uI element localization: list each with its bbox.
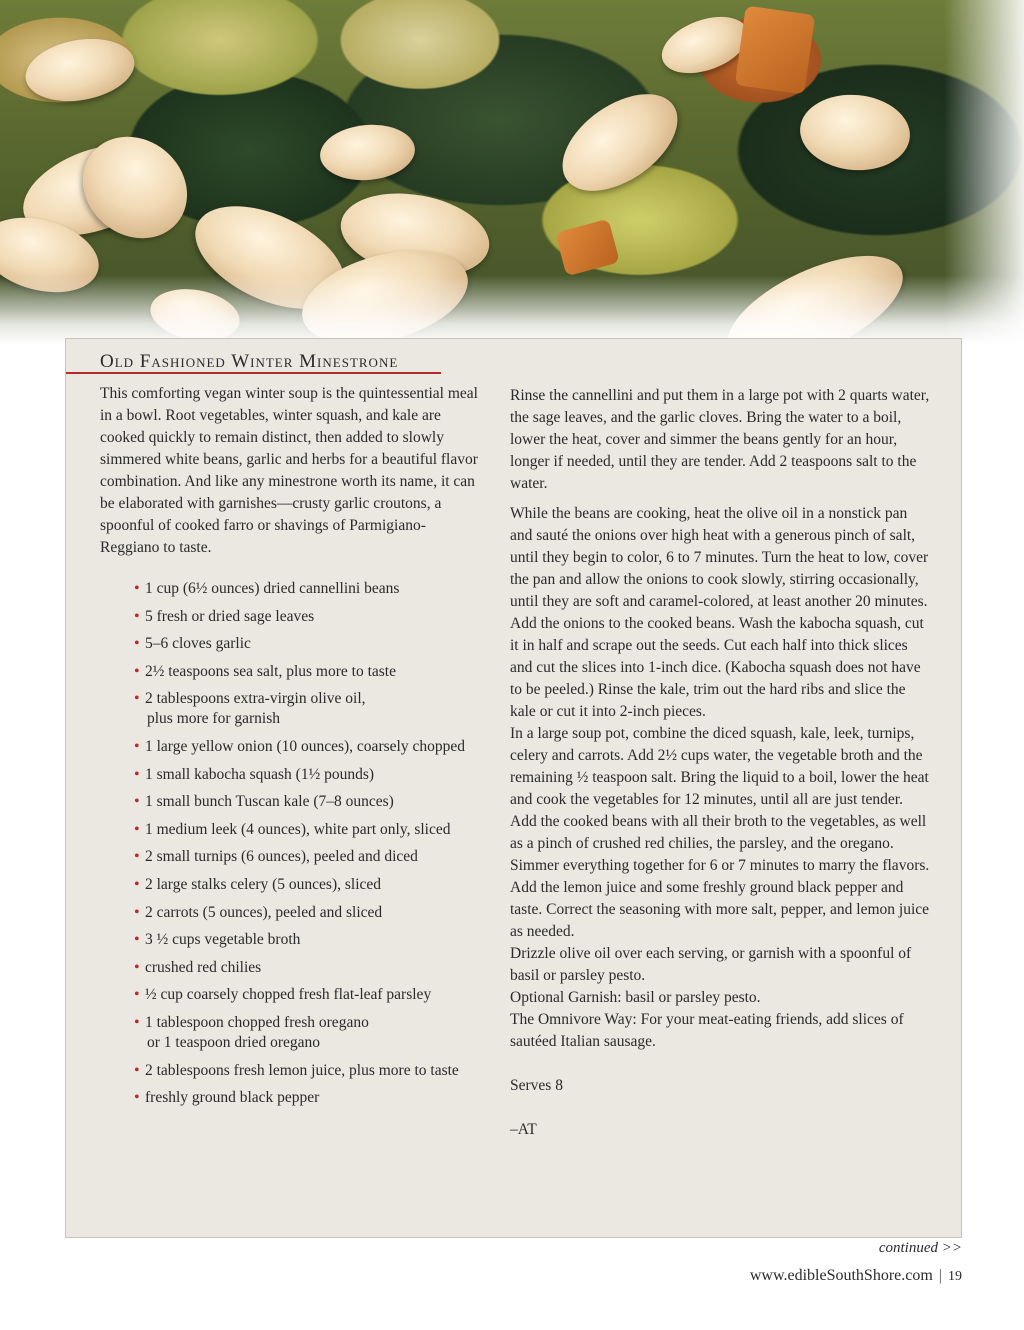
bullet-icon: • <box>134 848 140 866</box>
instructions-column <box>510 385 930 1141</box>
ingredient-item <box>134 765 480 785</box>
bullet-icon: • <box>134 903 140 921</box>
ingredient-text: or 1 teaspoon dried oregano <box>147 1033 321 1051</box>
ingredient-text: 1 medium leek (4 ounces), white part only, sliced <box>145 820 451 838</box>
ingredient-list <box>134 579 480 1108</box>
bullet-icon: • <box>134 793 140 811</box>
ingredient-text: crushed red chilies <box>145 958 262 976</box>
bullet-icon: • <box>134 1013 140 1031</box>
ingredient-text: plus more for garnish <box>147 710 281 728</box>
ingredient-item <box>134 689 480 729</box>
title-underline <box>66 372 441 374</box>
author-signature: –AT <box>510 1121 537 1138</box>
bullet-icon: • <box>134 737 140 755</box>
ingredient-text: 1 cup (6½ ounces) dried cannellini beans <box>145 580 400 597</box>
ingredient-text: 1 large yellow onion (10 ounces), coarsely chopped <box>145 737 465 755</box>
footer-separator: | <box>938 1267 942 1284</box>
ingredient-item <box>134 930 480 950</box>
ingredient-text: 2 carrots (5 ounces), peeled and sliced <box>145 903 383 921</box>
instruction-paragraph: Rinse the cannellini and put them in a large pot with 2 quarts water, the sage leaves, and the garlic cloves. Bring the water to a boil, lower the heat, cover and simmer the beans gently for an hour, longer if needed, until they are tender. Add 2 teaspoons salt to the water. <box>510 387 930 492</box>
ingredient-item <box>134 1013 480 1053</box>
bullet-icon: • <box>134 662 140 680</box>
ingredient-text: freshly ground black pepper <box>145 1089 320 1107</box>
instruction-paragraph: Add the cooked beans with all their broth to the vegetables, as well as a pinch of crushed red chilies, the parsley, and the oregano. Simmer everything together for 6 or 7 minutes to marry the flavors. <box>510 813 930 874</box>
recipe-intro: This comforting vegan winter soup is the quintessential meal in a bowl. Root vegetables, winter squash, and kale are cooked quickly to remain distinct, then added to slowly simmered white beans, garlic and herbs for a beautiful flavor combination. And like any minestrone worth its name, it can be elaborated with garnishes—crusty garlic croutons, a spoonful of cooked farro or shavings of Parmigiano-Reggiano to taste. <box>100 385 478 556</box>
bullet-icon: • <box>134 1089 140 1107</box>
ingredient-item <box>134 579 480 599</box>
page-number: 19 <box>948 1269 962 1284</box>
bullet-icon: • <box>134 875 140 893</box>
ingredient-text: 5–6 cloves garlic <box>145 635 251 653</box>
ingredient-text: 2 tablespoons extra-virgin olive oil, <box>145 690 366 708</box>
bullet-icon: • <box>134 580 140 597</box>
ingredient-text: 2 small turnips (6 ounces), peeled and diced <box>145 848 418 866</box>
ingredient-item <box>134 737 480 757</box>
recipe-panel <box>65 338 962 1238</box>
ingredient-item <box>134 634 480 654</box>
website-link[interactable]: www.edibleSouthShore.com <box>749 1267 933 1284</box>
instruction-paragraph: Optional Garnish: basil or parsley pesto. <box>510 989 761 1006</box>
ingredient-item <box>134 662 480 682</box>
serves-label: Serves 8 <box>510 1077 563 1094</box>
page-footer <box>750 1267 962 1285</box>
ingredient-text: 1 small kabocha squash (1½ pounds) <box>145 765 375 783</box>
bullet-icon: • <box>134 765 140 783</box>
ingredient-item <box>134 1088 480 1108</box>
bullet-icon: • <box>134 931 140 949</box>
ingredient-item <box>134 958 480 978</box>
ingredient-text: 1 small bunch Tuscan kale (7–8 ounces) <box>145 793 394 811</box>
recipe-title: Old Fashioned Winter Minestrone <box>100 351 399 372</box>
continued-label: continued >> <box>878 1240 962 1256</box>
ingredient-text: 5 fresh or dried sage leaves <box>145 607 315 625</box>
ingredient-item <box>134 1061 480 1081</box>
ingredient-item <box>134 875 480 895</box>
bullet-icon: • <box>134 958 140 976</box>
ingredient-text: ½ cup coarsely chopped fresh flat-leaf parsley <box>145 986 432 1004</box>
ingredient-item <box>134 820 480 840</box>
ingredient-text: 1 tablespoon chopped fresh oregano <box>145 1013 369 1031</box>
ingredient-text: 2 tablespoons fresh lemon juice, plus more to taste <box>145 1061 459 1079</box>
bullet-icon: • <box>134 986 140 1004</box>
bullet-icon: • <box>134 607 140 625</box>
instruction-paragraph: While the beans are cooking, heat the olive oil in a nonstick pan and sauté the onions over high heat with a generous pinch of salt, until they begin to color, 6 to 7 minutes. Turn the heat to low, cover the pan and allow the onions to cook slowly, stirring occasionally, until they are soft and caramel-colored, at least another 20 minutes. Add the onions to the cooked beans. Wash the kabocha squash, cut it in half and scrape out the seeds. Cut each half into thick slices and cut the slices into 1-inch dice. (Kabocha squash does not have to be peeled.) Rinse the kale, trim out the hard ribs and slice the kale or cut it into 2-inch pieces. <box>510 505 929 720</box>
bullet-icon: • <box>134 635 140 653</box>
instruction-paragraph: In a large soup pot, combine the diced squash, kale, leek, turnips, celery and carrots. Add 2½ cups water, the vegetable broth and the remaining ½ teaspoon salt. Bring the liquid to a boil, lower the heat and cook the vegetables for 12 minutes, until all are just tender. <box>510 725 929 808</box>
ingredient-item <box>134 847 480 867</box>
instruction-paragraph: Drizzle olive oil over each serving, or garnish with a spoonful of basil or parsley pesto. <box>510 945 912 984</box>
ingredient-item <box>134 903 480 923</box>
left-column <box>100 383 480 1116</box>
ingredient-item <box>134 792 480 812</box>
bullet-icon: • <box>134 1061 140 1079</box>
instruction-paragraph: The Omnivore Way: For your meat-eating friends, add slices of sautéed Italian sausage. <box>510 1011 904 1050</box>
bullet-icon: • <box>134 690 140 708</box>
hero-photo <box>0 0 1024 345</box>
ingredient-text: 2 large stalks celery (5 ounces), sliced <box>145 875 382 893</box>
ingredient-item <box>134 985 480 1005</box>
ingredient-item <box>134 607 480 627</box>
ingredient-text: 3 ½ cups vegetable broth <box>145 931 301 949</box>
ingredient-text: 2½ teaspoons sea salt, plus more to taste <box>145 662 396 680</box>
instruction-paragraph: Add the lemon juice and some freshly ground black pepper and taste. Correct the seasoning with more salt, pepper, and lemon juice as needed. <box>510 879 930 940</box>
bullet-icon: • <box>134 820 140 838</box>
